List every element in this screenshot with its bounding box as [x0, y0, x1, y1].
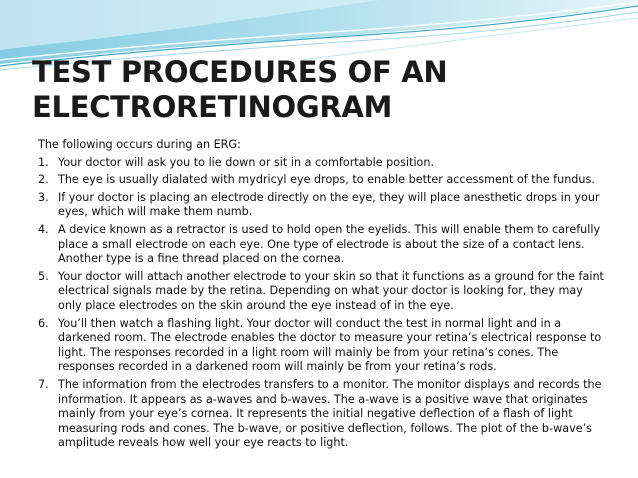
step-number: 3. — [38, 190, 49, 204]
step-text: You’ll then watch a flashing light. Your doctor will conduct the test in normal light and in a darkened room. The electrode enables the doctor to measure your retina’s electrical response to light. The responses recorded in a light room will mainly be from your retina’s cones. The responses recorded in a darkened room will mainly be from your retina’s rods. — [58, 316, 602, 374]
list-item — [38, 317, 610, 375]
list-item — [38, 191, 610, 220]
step-text: If your doctor is placing an electrode directly on the eye, they will place anesthetic drops in your eyes, which will make them numb. — [58, 190, 600, 219]
list-item — [38, 378, 610, 451]
step-text: Your doctor will attach another electrode to your skin so that it functions as a ground for the faint electrical signals made by the retina. Depending on what your doctor is looking for, they may only place electrodes on the skin around the eye instead of in the eye. — [58, 269, 604, 312]
slide-body — [38, 138, 610, 454]
slide-title-line-2: ELECTRORETINOGRAM — [32, 90, 393, 124]
list-item — [38, 156, 610, 171]
step-number: 6. — [38, 316, 49, 330]
list-item — [38, 270, 610, 314]
step-number: 4. — [38, 222, 49, 236]
step-number: 1. — [38, 155, 49, 169]
intro-text: The following occurs during an ERG: — [38, 138, 241, 151]
step-text: Your doctor will ask you to lie down or sit in a comfortable position. — [58, 155, 435, 169]
step-text: The information from the electrodes transfers to a monitor. The monitor displays and records the information. It appears as a-waves and b-waves. The a-wave is a positive wave that originates mainly from your eye’s cornea. It represents the initial negative deflection of a flash of light measuring rods and cones. The b-wave, or positive deflection, follows. The plot of the b-wave’s amplitude reveals how well your eye reacts to light. — [58, 377, 602, 450]
slide-title-line-1: TEST PROCEDURES OF AN — [32, 55, 448, 89]
list-item — [38, 173, 610, 188]
step-text: The eye is usually dialated with mydricyl eye drops, to enable better accessment of the fundus. — [58, 173, 595, 187]
step-number: 7. — [38, 377, 49, 391]
list-item — [38, 223, 610, 267]
step-text: A device known as a retractor is used to hold open the eyelids. This will enable them to carefully place a small electrode on each eye. One type of electrode is about the size of a contact lens. Another type is a fine thread placed on the cornea. — [58, 222, 601, 266]
step-number: 2. — [38, 173, 49, 187]
procedure-steps-list — [38, 156, 610, 451]
slide-title — [32, 55, 612, 125]
step-number: 5. — [38, 269, 49, 283]
